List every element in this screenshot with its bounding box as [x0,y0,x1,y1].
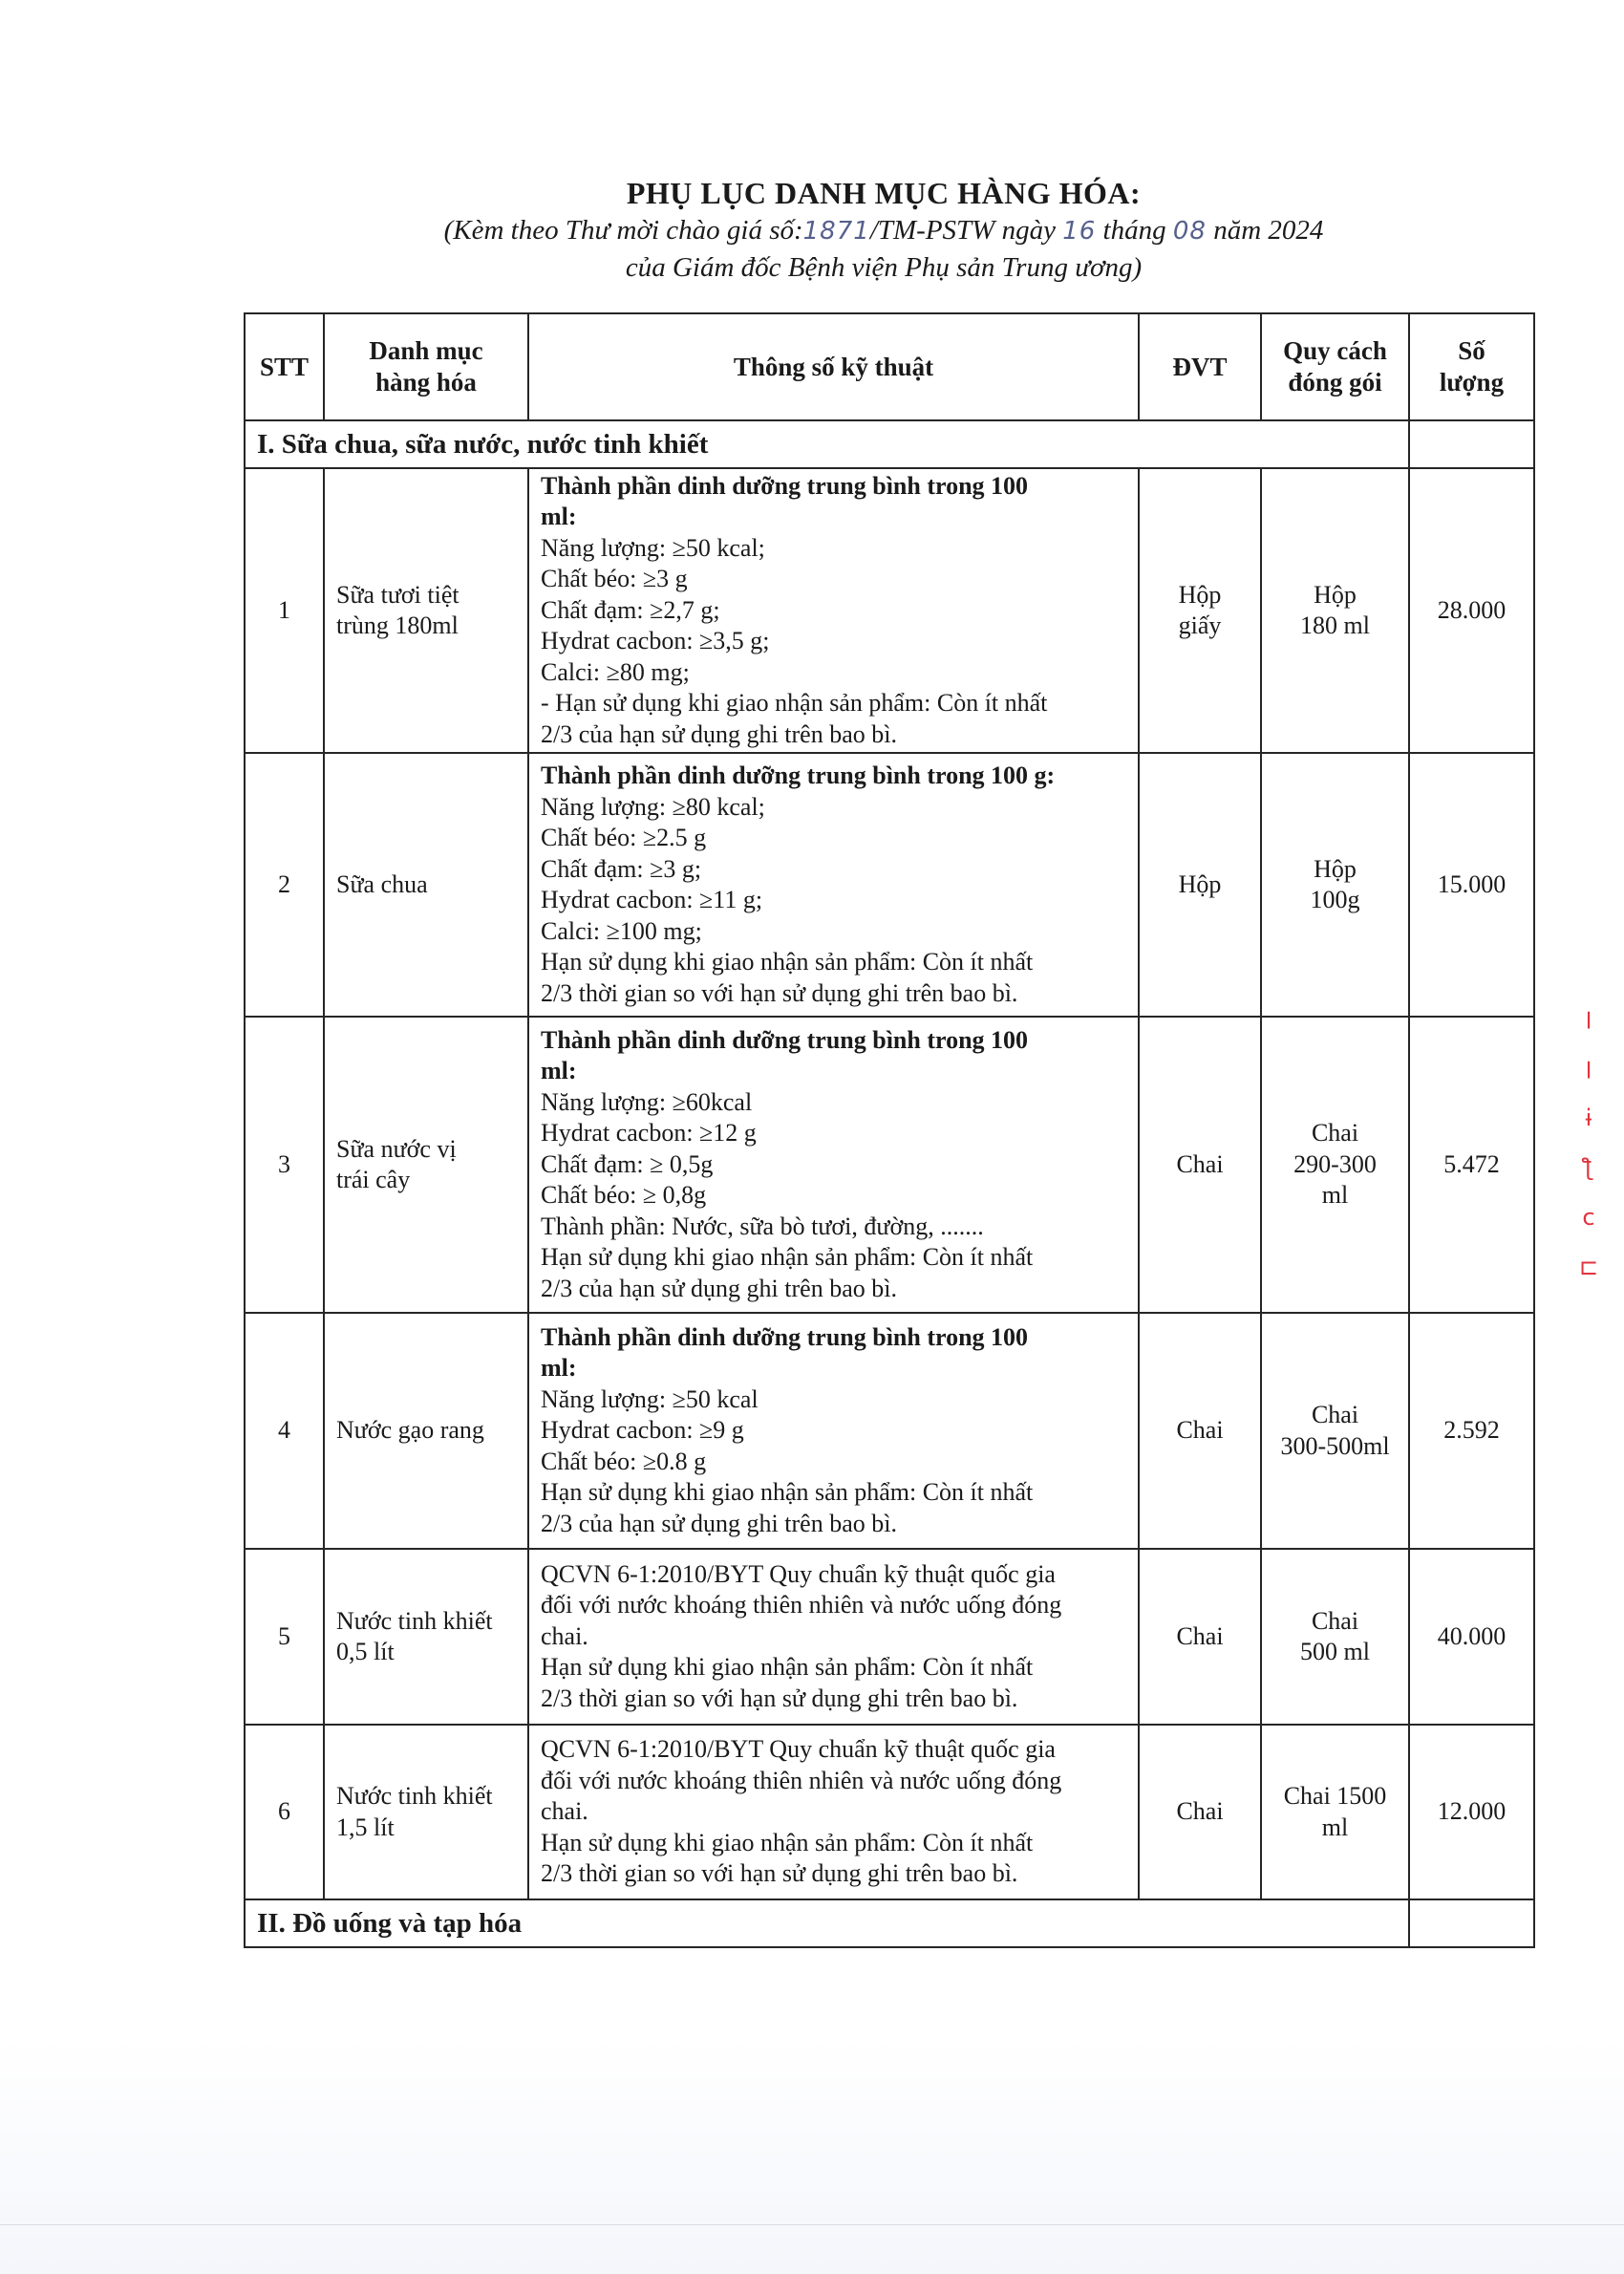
text-line: 2/3 của hạn sử dụng ghi trên bao bì. [541,1509,897,1537]
text-line: Năng lượng: ≥50 kcal [541,1384,759,1413]
table-row [245,1017,1534,1313]
document-title: PHỤ LỤC DANH MỤC HÀNG HÓA: [626,176,1142,210]
title-block [239,174,1528,286]
table-row [245,1725,1534,1899]
section-title-1: I. Sữa chua, sữa nước, nước tinh khiết [245,420,1409,468]
row-spec [528,753,1139,1017]
row-stt: 6 [245,1725,324,1899]
handwritten-month: 08 [1172,217,1207,246]
table-header-row [245,313,1534,420]
text-line: Calci: ≥100 mg; [541,916,702,945]
subtitle-mid-2: tháng [1102,215,1166,246]
row-item-name [324,1549,528,1725]
subtitle-prefix: (Kèm theo Thư mời chào giá số: [443,215,803,246]
row-quantity: 40.000 [1409,1549,1534,1725]
row-quantity: 2.592 [1409,1313,1534,1549]
header-packaging: Quy cách đóng gói [1261,313,1409,420]
text-line: Chất đạm: ≥ 0,5g [541,1149,714,1178]
text-line: QCVN 6-1:2010/BYT Quy chuẩn kỹ thuật quốc gia [541,1735,1056,1764]
row-quantity: 15.000 [1409,753,1534,1017]
text-line: ml: [541,503,577,531]
text-line: QCVN 6-1:2010/BYT Quy chuẩn kỹ thuật quốc gia [541,1559,1056,1588]
text-line: 2/3 thời gian so với hạn sử dụng ghi trên bao bì. [541,1684,1018,1712]
row-quantity: 5.472 [1409,1017,1534,1313]
row-spec [528,468,1139,753]
text-line: 100g [1310,886,1360,913]
scan-edge-line [0,2224,1624,2225]
row-quantity: 12.000 [1409,1725,1534,1899]
text-line: Thành phần dinh dưỡng trung bình trong 100 [541,471,1029,500]
row-packaging [1261,468,1409,753]
text-line: Hạn sử dụng khi giao nhận sản phẩm: Còn ít nhất [541,1828,1034,1856]
text-line: Thành phần dinh dưỡng trung bình trong 100 [541,1025,1029,1054]
row-spec [528,1017,1139,1313]
text-line: Sữa nước vị [336,1134,457,1163]
row-unit [1139,1313,1261,1549]
text-line: Chai 1500 [1283,1782,1387,1810]
row-item-name [324,753,528,1017]
text-line: Nước tinh khiết [336,1606,493,1635]
header-quantity: Số lượng [1409,313,1534,420]
text-line: Nước tinh khiết [336,1782,493,1810]
text-line: Hộp [1314,580,1357,609]
header-item: Danh mục hàng hóa [324,313,528,420]
text-line: Chai [1311,1606,1359,1635]
table-row [245,1313,1534,1549]
row-stt: 3 [245,1017,324,1313]
text-line: Sữa chua [336,869,428,898]
text-line: Chất đạm: ≥2,7 g; [541,595,720,624]
row-item-name [324,1017,528,1313]
text-line: giấy [1178,611,1222,639]
row-unit [1139,468,1261,753]
text-line: Thành phần dinh dưỡng trung bình trong 100 g: [541,762,1056,789]
row-packaging [1261,1725,1409,1899]
text-line: Hydrat cacbon: ≥12 g [541,1119,757,1148]
text-line: Thành phần dinh dưỡng trung bình trong 100 [541,1322,1029,1351]
text-line: Chai [1176,1621,1224,1650]
text-line: chai. [541,1621,588,1650]
table-row [245,1549,1534,1725]
row-unit [1139,1017,1261,1313]
text-line: ml: [541,1057,577,1085]
text-line: Hạn sử dụng khi giao nhận sản phẩm: Còn ít nhất [541,948,1034,976]
table-row [245,753,1534,1017]
text-line: - Hạn sử dụng khi giao nhận sản phẩm: Còn ít nhất [541,689,1048,718]
text-line: Chất béo: ≥3 g [541,565,688,593]
row-spec [528,1725,1139,1899]
text-line: trùng 180ml [336,611,459,639]
text-line: ml [1321,1181,1349,1210]
row-item-name [324,1725,528,1899]
text-line: đối với nước khoáng thiên nhiên và nước uống đóng [541,1766,1062,1794]
text-line: Năng lượng: ≥60kcal [541,1087,753,1116]
text-line: Chai [1176,1416,1224,1445]
text-line: 2/3 thời gian so với hạn sử dụng ghi trên bao bì. [541,978,1018,1007]
text-line: Chai [1176,1797,1224,1826]
row-packaging [1261,1549,1409,1725]
text-line: Hạn sử dụng khi giao nhận sản phẩm: Còn ít nhất [541,1653,1034,1682]
text-line: Hydrat cacbon: ≥9 g [541,1416,744,1445]
row-stt: 1 [245,468,324,753]
text-line: Chai [1176,1149,1224,1178]
text-line: chai. [541,1797,588,1826]
text-line: Hộp [1178,869,1222,898]
text-line: Hydrat cacbon: ≥11 g; [541,886,763,913]
text-line: 2/3 của hạn sử dụng ghi trên bao bì. [541,1274,897,1302]
table-row [245,468,1534,753]
text-line: Chai [1311,1119,1359,1148]
text-line: Hydrat cacbon: ≥3,5 g; [541,627,770,655]
text-line: Chai [1311,1401,1359,1428]
row-spec [528,1549,1139,1725]
text-line: Chất béo: ≥ 0,8g [541,1181,707,1210]
handwritten-letter-number: 1871 [802,217,870,246]
text-line: 300-500ml [1280,1431,1390,1460]
header-spec: Thông số kỹ thuật [528,313,1139,420]
section-blank-cell [1409,1899,1534,1947]
text-line: Chất đạm: ≥3 g; [541,854,702,883]
row-packaging [1261,753,1409,1017]
section-row-2 [245,1899,1534,1947]
text-line: Chất béo: ≥2.5 g [541,824,707,851]
handwritten-day: 16 [1062,217,1097,246]
section-row-1 [245,420,1534,468]
row-unit [1139,1549,1261,1725]
text-line: 0,5 lít [336,1638,395,1665]
row-spec [528,1313,1139,1549]
text-line: Năng lượng: ≥80 kcal; [541,792,765,821]
row-packaging [1261,1313,1409,1549]
text-line: ml: [541,1354,577,1383]
header-stt: STT [245,313,324,420]
text-line: ml [1321,1813,1349,1841]
document-subtitle-line-2: của Giám đốc Bệnh viện Phụ sản Trung ương) [625,252,1143,283]
row-packaging [1261,1017,1409,1313]
text-line: 1,5 lít [336,1813,395,1841]
text-line: 2/3 thời gian so với hạn sử dụng ghi trên bao bì. [541,1859,1018,1888]
scan-background [0,2035,1624,2274]
subtitle-mid-3: năm 2024 [1213,215,1324,246]
text-line: Hộp [1314,854,1357,883]
text-line: Sữa tươi tiệt [336,580,459,609]
goods-table [244,312,1535,1948]
text-line: Nước gạo rang [336,1416,484,1445]
text-line: 500 ml [1300,1638,1370,1665]
text-line: đối với nước khoáng thiên nhiên và nước uống đóng [541,1591,1062,1620]
section-title-2: II. Đồ uống và tạp hóa [245,1899,1409,1947]
row-unit [1139,1725,1261,1899]
text-line: Hộp [1178,580,1222,609]
text-line: Thành phần: Nước, sữa bò tươi, đường, ....... [541,1212,984,1240]
row-quantity: 28.000 [1409,468,1534,753]
section-blank-cell [1409,420,1534,468]
text-line: Hạn sử dụng khi giao nhận sản phẩm: Còn ít nhất [541,1478,1034,1507]
text-line: 180 ml [1300,611,1370,639]
text-line: 290-300 [1293,1149,1377,1178]
text-line: trái cây [336,1166,411,1193]
document-subtitle [239,212,1528,249]
text-line: Chất béo: ≥0.8 g [541,1447,707,1475]
text-line: Năng lượng: ≥50 kcal; [541,533,765,562]
row-item-name [324,468,528,753]
row-unit [1139,753,1261,1017]
row-item-name [324,1313,528,1549]
text-line: Calci: ≥80 mg; [541,657,690,686]
header-unit: ĐVT [1139,313,1261,420]
row-stt: 2 [245,753,324,1017]
subtitle-mid-1: /TM-PSTW ngày [869,215,1056,246]
row-stt: 5 [245,1549,324,1725]
red-stamp-marks-icon: ׀ ׀ ɨ ƪ c ⊏ [1578,1005,1599,1280]
row-stt: 4 [245,1313,324,1549]
text-line: 2/3 của hạn sử dụng ghi trên bao bì. [541,719,897,748]
text-line: Hạn sử dụng khi giao nhận sản phẩm: Còn ít nhất [541,1243,1034,1272]
